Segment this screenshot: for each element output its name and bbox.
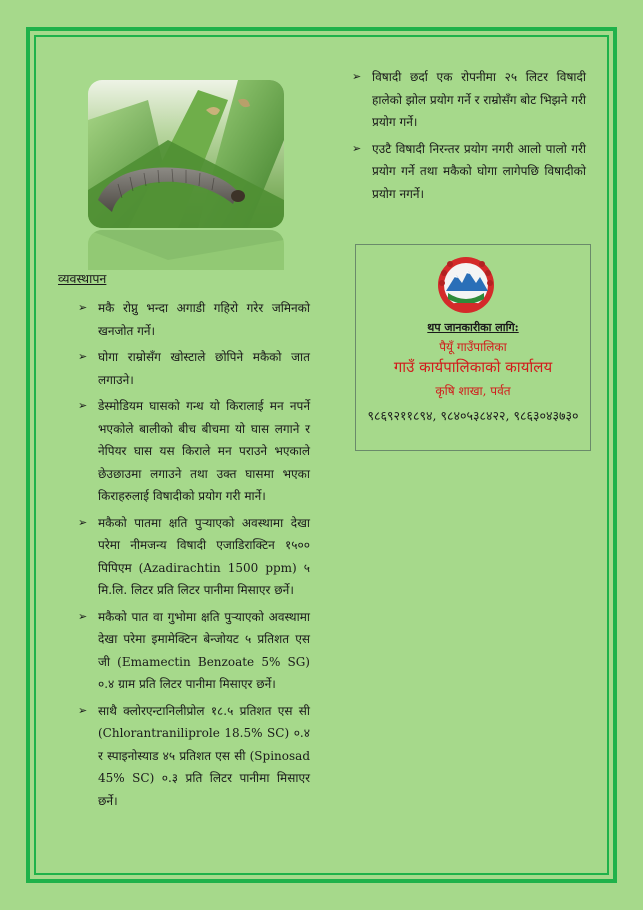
armyworm-photo [88,80,284,228]
pesticide-tips-list [352,66,586,209]
list-item: ➢ साथै क्लोरएन्टानिलीप्रोल १८.५ प्रतिशत एस सी (Chlorantraniliprole 18.5% SC) ०.४ र स्पाइनोस्याड ४५ प्रतिशत एस सी (Spinosad 45% SC) ०.३ प्रति लिटर पानीमा मिसाएर छर्ने। [78,700,310,813]
arrow-bullet-icon: ➢ [78,609,88,623]
list-item: ➢ एउटै विषादी निरन्तर प्रयोग नगरी आलो पालो गरी प्रयोग गर्ने तथा मकैको घोगा लागेपछि विषादीको प्रयोग नगर्ने। [352,138,586,206]
list-item: ➢ मकैको पात वा गुभोमा क्षति पुऱ्याएको अवस्थामा देखा परेमा इमामेक्टिन बेन्जोयट ५ प्रतिशत एस जी (Emamectin Benzoate 5% SG) ०.४ ग्राम प्रति लिटर पानीमा मिसाएर छर्ने। [78,606,310,696]
management-list [78,297,310,816]
armyworm-photo-reflection [88,230,284,270]
arrow-bullet-icon: ➢ [352,141,362,155]
list-item: ➢ मकै रोप्नु भन्दा अगाडी गहिरो गरेर जमिनको खनजोत गर्ने। [78,297,310,342]
list-item: ➢ घोगा राम्रोसँग खोस्टाले छोपिने मकैको जात लगाउने। [78,346,310,391]
management-heading: व्यवस्थापन [58,271,107,286]
office-name: गाउँ कार्यपालिकाको कार्यालय [393,358,553,376]
arrow-bullet-icon: ➢ [78,399,88,412]
municipality-name: पैयूँ गाउँपालिका [439,340,507,354]
contact-title: थप जानकारीका लागि: [427,321,519,334]
arrow-bullet-icon: ➢ [352,70,362,83]
phone-numbers: ९८६९२११८९४, ९८४०५३८४२२, ९८६३०४३७३० [367,408,579,423]
contact-info-box [355,244,591,451]
list-item: ➢ मकैको पातमा क्षति पुऱ्याएको अवस्थामा देखा परेमा नीमजन्य विषादी एजाडिराक्टिन १५०० पिपिएम (Azadirachtin 1500 ppm) ५ मि.लि. लिटर प्रति लिटर पानीमा मिसाएर छर्ने। [78,512,310,602]
nepal-government-emblem-icon [434,253,498,317]
arrow-bullet-icon: ➢ [78,350,88,363]
list-item: ➢ डेस्मोडियम घासको गन्ध यो किरालाई मन नपर्ने भएकोले बालीको बीच बीचमा यो घास लगाने र नेपियर घास यस किराले मन पराउने भएकाले छेउछाउमा लगाउने तथा उक्त घासमा भएका किराहरुलाई विषादीको प्रयोग गरी मार्ने। [78,395,310,508]
arrow-bullet-icon: ➢ [78,301,88,314]
list-item: ➢ विषादी छर्दा एक रोपनीमा २५ लिटर विषादी हालेको झोल प्रयोग गर्ने र राम्रोसँग बोट भिझने गरी प्रयोग गर्ने। [352,66,586,134]
arrow-bullet-icon: ➢ [78,703,88,717]
arrow-bullet-icon: ➢ [78,515,88,529]
branch-name: कृषि शाखा, पर्वत [435,384,511,398]
